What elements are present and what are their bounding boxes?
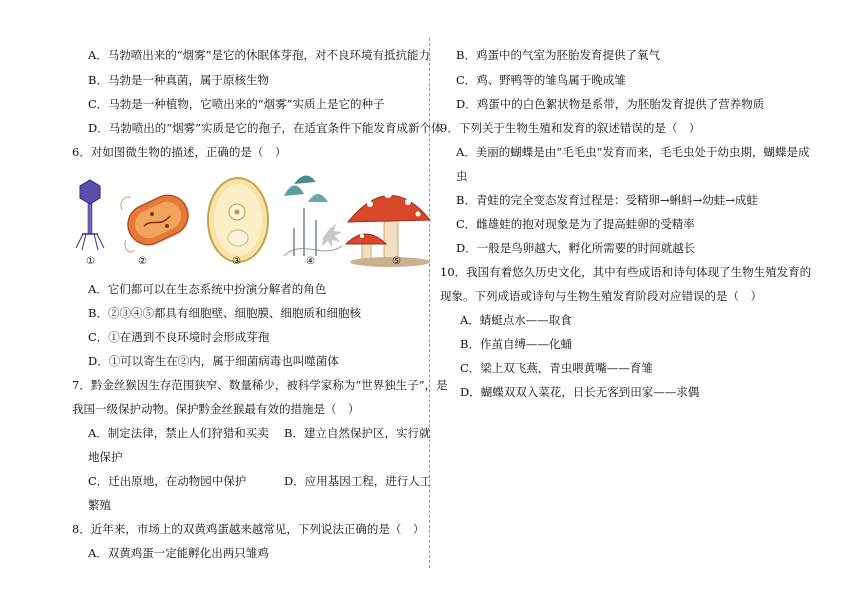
figure-label-5: ⑤	[392, 256, 401, 267]
q6-option-d: D．①可以寄生在②内，属于细菌病毒也叫噬菌体	[88, 354, 339, 368]
q10-stem-line2: 现象。下列成语或诗句与生物生殖发育阶段对应错误的是（ ）	[440, 289, 762, 303]
q7-option-d-cont: 繁殖	[88, 498, 111, 512]
q6-stem: 6．对如图微生物的描述，正确的是（ ）	[72, 145, 287, 159]
yeast-cell-image	[208, 178, 268, 262]
figure-label-1: ①	[86, 256, 95, 267]
q8-stem: 8．近年来，市场上的双黄鸡蛋越来越常见，下列说法正确的是（ ）	[72, 522, 425, 536]
q6-option-b: B．②③④⑤都具有细胞壁、细胞膜、细胞质和细胞核	[88, 306, 361, 320]
figure-label-2: ②	[138, 256, 147, 267]
column-divider	[429, 38, 430, 568]
q9-option-a-cont: 虫	[456, 169, 468, 183]
q5-option-a: A．马勃喷出来的“烟雾”是它的休眠体芽孢，对不良环境有抵抗能力	[88, 48, 431, 62]
q6-option-a: A．它们都可以在生态系统中扮演分解者的角色	[88, 282, 327, 296]
q5-option-b: B．马勃是一种真菌，属于原核生物	[88, 73, 269, 87]
q7-option-d: D．应用基因工程，进行人工	[284, 474, 432, 488]
q9-stem: 9．下列关于生物生殖和发育的叙述错误的是（ ）	[440, 121, 701, 135]
q10-option-d: D．蝴蝶双双入菜花，日长无客到田家——求偶	[460, 385, 700, 399]
q7-option-c: C．迁出原地，在动物园中保护	[88, 474, 247, 488]
q8-option-a: A．双黄鸡蛋一定能孵化出两只雏鸡	[88, 546, 269, 560]
q7-stem-line2: 我国一级保护动物。保护黔金丝猴最有效的措施是（ ）	[72, 402, 360, 416]
q10-stem-line1: 10．我国有着悠久历史文化，其中有些成语和诗句体现了生物生殖发育的	[440, 265, 812, 279]
figure-label-4: ④	[306, 256, 315, 267]
q10-option-b: B．作茧自缚——化蛹	[460, 337, 572, 351]
bacteriophage-image	[76, 180, 104, 250]
q7-option-a: A．制定法律，禁止人们狩猎和买卖	[88, 426, 269, 440]
q5-option-c: C．马勃是一种植物，它喷出来的“烟雾”实质上是它的种子	[88, 97, 385, 111]
q9-option-c: C．雌雄蛙的抱对现象是为了提高蛙卵的受精率	[456, 217, 695, 231]
figure-label-3: ③	[232, 256, 241, 267]
q7-option-b: B．建立自然保护区，实行就	[284, 426, 431, 440]
q9-option-b: B．青蛙的完全变态发育过程是：受精卵→蝌蚪→幼蛙→成蛙	[456, 193, 758, 207]
q8-option-c: C．鸡、野鸭等的雏鸟属于晚成雏	[456, 73, 626, 87]
q9-option-d: D．一般是鸟卵越大，孵化所需要的时间就越长	[456, 241, 696, 255]
q8-option-d: D．鸡蛋中的白色絮状物是系带，为胚胎发育提供了营养物质	[456, 97, 765, 111]
q5-option-d: D．马勃喷出的“烟雾”实质是它的孢子，在适宜条件下能发育成新个体	[88, 121, 443, 135]
mushroom-image	[346, 190, 430, 267]
bacterium-image	[121, 189, 195, 252]
q9-option-a: A．美丽的蝴蝶是由“毛毛虫”发育而来，毛毛虫处于幼虫期，蝴蝶是成	[456, 145, 810, 159]
q7-stem-line1: 7．黔金丝猴因生存范围狭窄、数量稀少，被科学家称为“世界独生子”，是	[72, 378, 448, 392]
q8-option-b: B．鸡蛋中的气室为胚胎发育提供了氧气	[456, 48, 660, 62]
mold-image	[284, 175, 342, 256]
q10-option-a: A．蜻蜓点水——取食	[460, 313, 572, 327]
q10-option-c: C．梁上双飞燕，青虫喂黄嘴——育雏	[460, 361, 653, 375]
q7-option-b-cont: 地保护	[88, 450, 123, 464]
microorganism-figure	[72, 168, 432, 270]
q6-option-c: C．①在遇到不良环境时会形成芽孢	[88, 330, 270, 344]
